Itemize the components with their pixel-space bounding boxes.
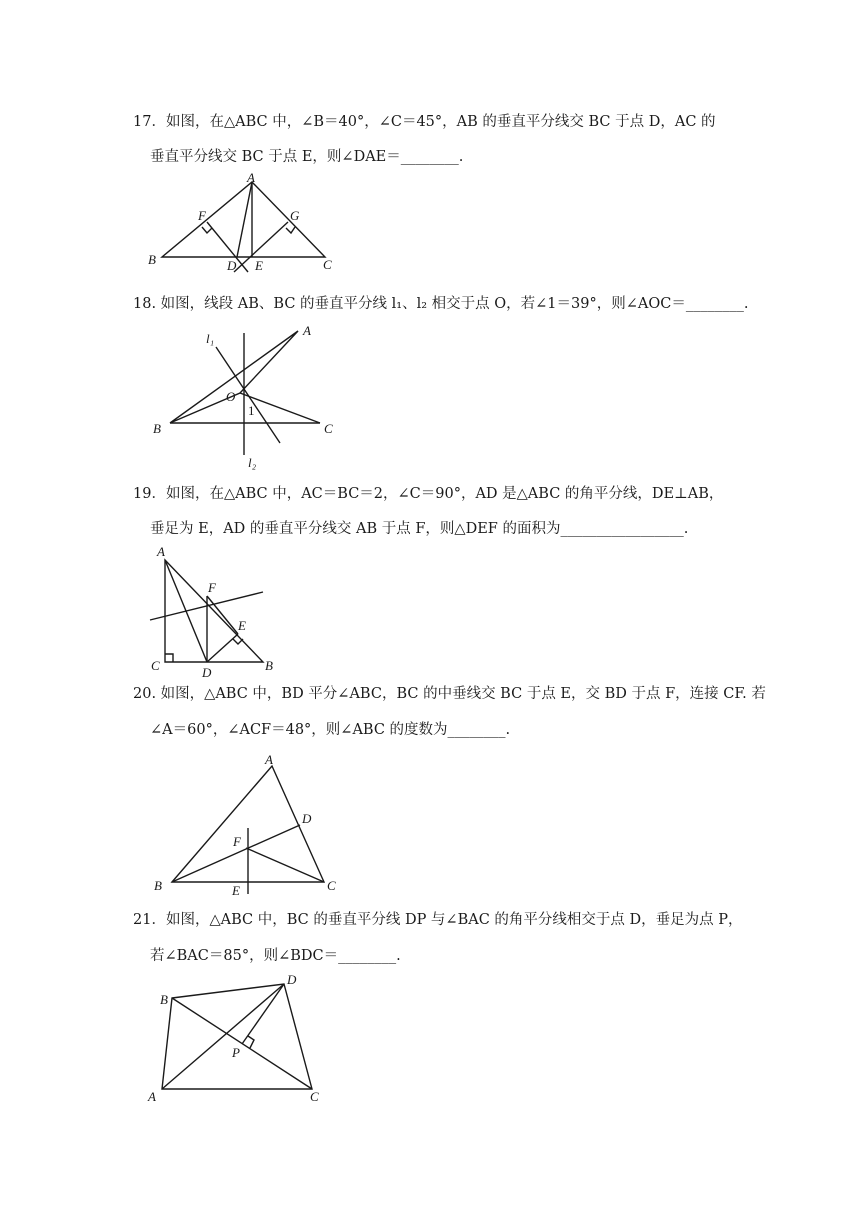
label-C: C bbox=[324, 421, 333, 436]
figure-21 bbox=[140, 968, 340, 1108]
problem-18-line-1: 18. 如图，线段 AB、BC 的垂直平分线 l₁、l₂ 相交于点 O，若∠1＝39°，则∠AOC＝________. bbox=[133, 296, 749, 312]
problem-20-line-2: ∠A＝60°，∠ACF＝48°，则∠ABC 的度数为________. bbox=[150, 722, 511, 738]
problem-19-line-1: 19．如图，在△ABC 中，AC＝BC＝2，∠C＝90°，AD 是△ABC 的角平分线，DE⊥AB， bbox=[133, 486, 724, 502]
label-B: B bbox=[154, 878, 162, 893]
label-B: B bbox=[153, 421, 161, 436]
label-B: B bbox=[148, 252, 156, 267]
label-angle-1: 1 bbox=[248, 403, 255, 418]
label-l1: l₁ bbox=[206, 331, 215, 346]
label-C: C bbox=[327, 878, 336, 893]
label-D: D bbox=[202, 665, 212, 680]
problem-17-line-2: 垂直平分线交 BC 于点 E，则∠DAE＝________. bbox=[150, 149, 464, 165]
label-C: C bbox=[310, 1089, 319, 1104]
problem-17-line-1: 17．如图，在△ABC 中，∠B＝40°，∠C＝45°，AB 的垂直平分线交 BC 于点 D，AC 的 bbox=[133, 114, 716, 130]
label-C: C bbox=[323, 257, 332, 272]
figure-20 bbox=[148, 748, 348, 898]
label-A: A bbox=[247, 170, 255, 185]
label-B: B bbox=[160, 992, 168, 1007]
problem-20-line-1: 20. 如图，△ABC 中，BD 平分∠ABC，BC 的中垂线交 BC 于点 E，交 BD 于点 F，连接 CF. 若 bbox=[133, 686, 766, 702]
label-l2: l₂ bbox=[248, 455, 257, 470]
problem-19-line-2: 垂足为 E，AD 的垂直平分线交 AB 于点 F，则△DEF 的面积为_________________. bbox=[150, 521, 689, 537]
label-P: P bbox=[232, 1045, 240, 1060]
label-D: D bbox=[302, 811, 312, 826]
figure-18 bbox=[148, 315, 348, 475]
label-F: F bbox=[198, 208, 206, 223]
label-E: E bbox=[232, 883, 240, 898]
label-F: F bbox=[208, 580, 216, 595]
label-A: A bbox=[148, 1089, 156, 1104]
figure-17 bbox=[140, 170, 350, 275]
label-A: A bbox=[303, 323, 311, 338]
label-A: A bbox=[265, 752, 273, 767]
problem-21-line-1: 21．如图，△ABC 中，BC 的垂直平分线 DP 与∠BAC 的角平分线相交于点 D，垂足为点 P， bbox=[133, 912, 743, 928]
label-D: D bbox=[287, 972, 297, 987]
label-B: B bbox=[265, 658, 273, 673]
label-E: E bbox=[255, 258, 263, 273]
label-D: D bbox=[227, 258, 237, 273]
label-F: F bbox=[233, 834, 241, 849]
label-A: A bbox=[157, 544, 165, 559]
label-O: O bbox=[226, 389, 236, 404]
label-G: G bbox=[290, 208, 300, 223]
label-C: C bbox=[151, 658, 160, 673]
figure-19 bbox=[145, 540, 285, 680]
problem-21-line-2: 若∠BAC＝85°，则∠BDC＝________. bbox=[150, 948, 401, 964]
label-E: E bbox=[238, 618, 246, 633]
